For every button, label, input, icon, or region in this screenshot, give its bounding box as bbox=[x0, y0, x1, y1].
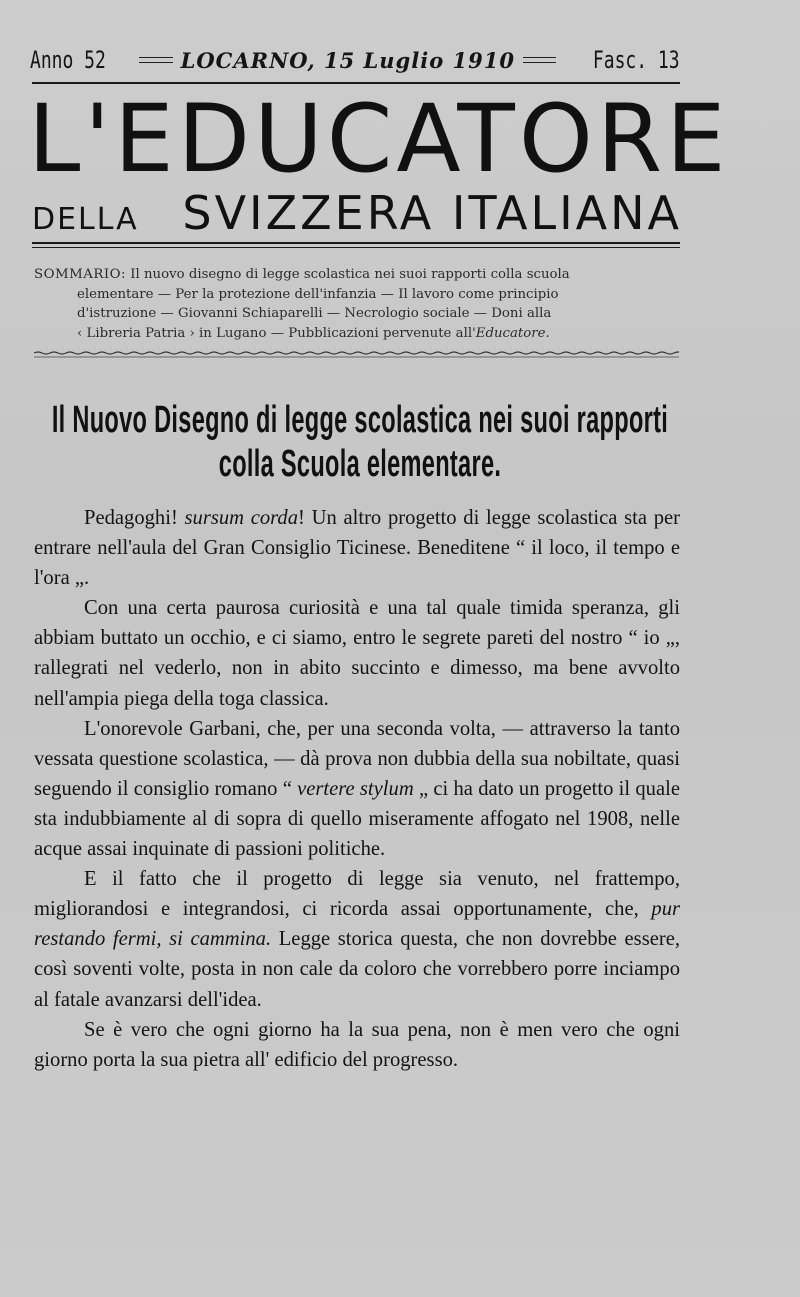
article-body bbox=[34, 503, 680, 1075]
p1-text-cont: ! Un altro progetto di legge scolastica sta per entrare nell'aula del Gran Consiglio Ticinese. Beneditene “ il loco, il tempo e l'ora „. bbox=[34, 507, 680, 590]
toc-line bbox=[34, 265, 677, 285]
paragraph-1 bbox=[34, 503, 680, 593]
place-and-date: LOCARNO, 15 Luglio 1910 bbox=[180, 47, 515, 73]
subtitle-svizzera-italiana: SVIZZERA ITALIANA bbox=[182, 186, 682, 240]
toc-line: d'istruzione — Giovanni Schiaparelli — Necrologio sociale — Doni alla bbox=[77, 306, 552, 321]
p4-text: E il fatto che il progetto di legge sia venuto, nel frattempo, migliorandosi e integrandosi, ci ricorda assai opportunamente, che, bbox=[34, 868, 680, 921]
subtitle-della: DELLA bbox=[32, 202, 139, 237]
toc-line: elementare — Per la protezione dell'infanzia — Il lavoro come principio bbox=[77, 286, 559, 302]
toc-italic: Educatore. bbox=[475, 325, 550, 341]
subtitle-rule-2 bbox=[32, 247, 680, 248]
p4-text-cont: Legge storica questa, che non dovrebbe essere, così soventi volte, posta in non cale da coloro che vorrebbero porre inciampo al fatale avanzarsi dell'idea. bbox=[34, 928, 680, 1011]
journal-title: L'EDUCATORE bbox=[28, 85, 730, 194]
masthead bbox=[30, 40, 680, 80]
volume-number: Anno 52 bbox=[30, 46, 106, 74]
masthead-rule-right bbox=[523, 57, 556, 63]
paragraph-5: Se è vero che ogni giorno ha la sua pena, non è men vero che ogni giorno porta la sua pietra all' edificio del progresso. bbox=[34, 1018, 680, 1071]
heading-line-2: colla Scuola elementare. bbox=[218, 443, 502, 485]
p3-italic: vertere stylum bbox=[297, 777, 414, 800]
p4-italic: pur restando fermi, si cammina. bbox=[34, 898, 680, 951]
table-of-contents bbox=[34, 265, 677, 343]
toc-label: SOMMARIO: bbox=[34, 267, 126, 282]
masthead-rule-left bbox=[139, 57, 172, 63]
p1-italic: sursum corda bbox=[184, 507, 299, 529]
paragraph-3 bbox=[34, 714, 680, 864]
subtitle-rule-1 bbox=[32, 242, 680, 244]
toc-text: Il nuovo disegno di legge scolastica nei suoi rapporti colla scuola bbox=[130, 267, 570, 282]
article-heading bbox=[51, 398, 669, 486]
heading-line-1: Il Nuovo Disegno di legge scolastica nei suoi rapporti bbox=[51, 399, 669, 441]
toc-text: ‹ Libreria Patria › in Lugano — Pubblicazioni pervenute all' bbox=[77, 325, 476, 341]
journal-subtitle bbox=[32, 186, 682, 240]
top-rule bbox=[32, 82, 680, 84]
p3-text-cont: „ ci ha dato un progetto il quale sta indubbiamente al di sopra di quello miseramente affogato nel 1908, nelle acque assai inquinate di passioni politiche. bbox=[34, 777, 680, 861]
paragraph-4 bbox=[34, 864, 680, 1014]
wavy-divider bbox=[34, 351, 679, 359]
issue-number: Fasc. 13 bbox=[593, 46, 680, 74]
p1-text: Pedagoghi! bbox=[84, 507, 185, 529]
toc-line bbox=[34, 324, 677, 344]
paragraph-2: Con una certa paurosa curiosità e una tal quale timida speranza, gli abbiam buttato un occhio, e ci siamo, entro le segrete pareti del nostro “ io „, rallegrati nel vederlo, non in abito succinto e dimesso, ma bene avvolto nell'ampia piega della toga classica. bbox=[34, 597, 680, 710]
p3-text: L'onorevole Garbani, che, per una seconda volta, — attraverso la tanto vessata questione scolastica, — dà prova non dubbia della sua nobiltate, quasi seguendo il consiglio romano “ bbox=[34, 717, 680, 800]
